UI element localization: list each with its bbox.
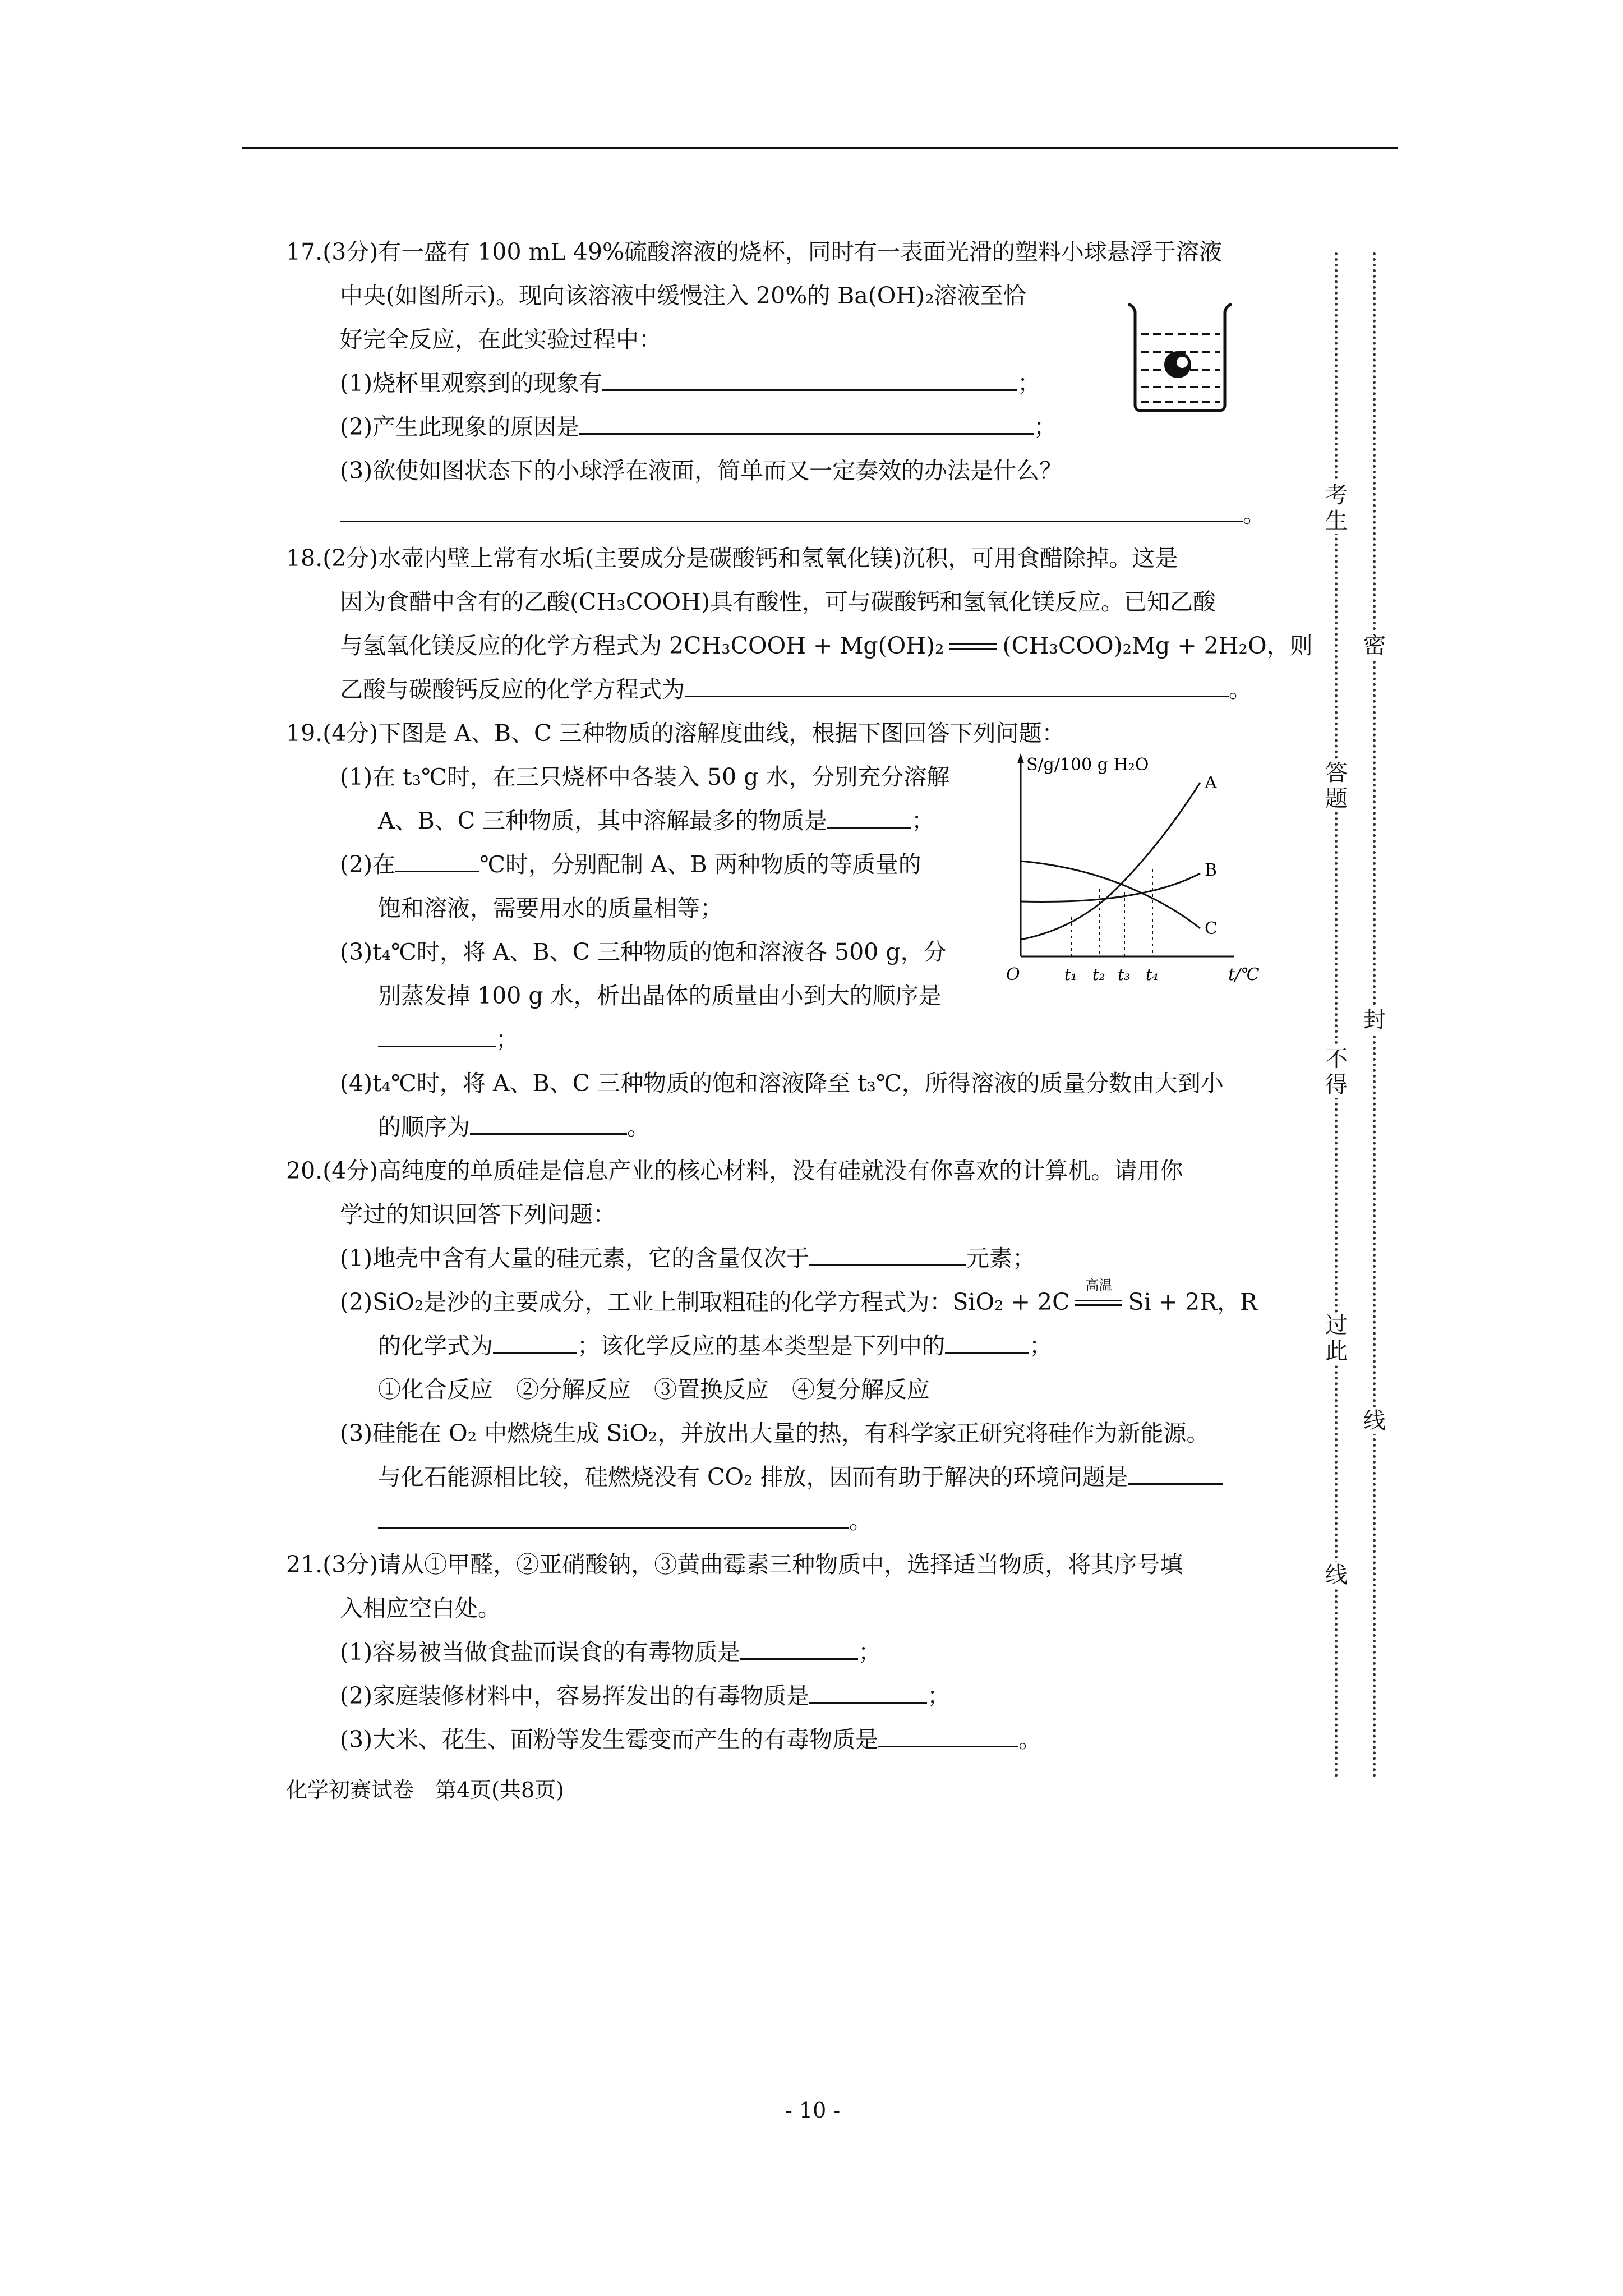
page-number: - 10 - bbox=[785, 2098, 841, 2123]
q19-sub2: (2)在 ℃时，分别配制 A、B 两种物质的等质量的 bbox=[286, 843, 1290, 886]
q18-line: 因为食醋中含有的乙酸(CH₃COOH)具有酸性，可与碳酸钙和氢氧化镁反应。已知乙酸 bbox=[340, 588, 1216, 615]
q21-line: 21.(3分)请从①甲醛，②亚硝酸钠，③黄曲霉素三种物质中，选择适当物质，将其序号填 bbox=[286, 1551, 1183, 1578]
q20-sub1: (1)地壳中含有大量的硅元素，它的含量仅次于 元素； bbox=[286, 1236, 1290, 1280]
graph-origin: O bbox=[1006, 965, 1020, 984]
answer-blank[interactable] bbox=[395, 844, 479, 872]
answer-blank[interactable] bbox=[809, 1237, 966, 1266]
curve-label-a: A bbox=[1205, 773, 1217, 793]
margin-label-xian: 线 bbox=[1362, 1408, 1387, 1434]
reaction-condition: 高温 bbox=[1075, 1299, 1122, 1310]
q17-line: 中央(如图所示)。现向该溶液中缓慢注入 20%的 Ba(OH)₂溶液至恰 bbox=[340, 282, 1026, 309]
exam-body bbox=[286, 230, 1313, 1761]
q19-sub4: (4)t₄℃时，将 A、B、C 三种物质的饱和溶液降至 t₃℃，所得溶液的质量分数由大到小 bbox=[340, 1070, 1224, 1097]
answer-blank[interactable] bbox=[1128, 1456, 1223, 1485]
margin-label-bude: 不得 bbox=[1324, 1046, 1349, 1098]
q17-sub1: (1)烧杯里观察到的现象有 ； bbox=[286, 361, 1290, 405]
equals-sign bbox=[949, 642, 997, 654]
q17-answer-line: 。 bbox=[286, 493, 1290, 536]
binding-dotted-line-inner bbox=[1335, 252, 1338, 1778]
q17-sub3: (3)欲使如图状态下的小球浮在液面，简单而又一定奏效的办法是什么？ bbox=[340, 457, 1063, 484]
q17-line: 好完全反应，在此实验过程中： bbox=[340, 326, 662, 353]
q17-line: 17.(3分)有一盛有 100 mL 49%硫酸溶液的烧杯，同时有一表面光滑的塑料小球悬浮于溶液 bbox=[286, 238, 1222, 265]
answer-blank[interactable] bbox=[579, 406, 1034, 435]
q18-line: 18.(2分)水壶内壁上常有水垢(主要成分是碳酸钙和氢氧化镁)沉积，可用食醋除掉。这是 bbox=[286, 545, 1178, 572]
answer-blank[interactable] bbox=[378, 1500, 849, 1529]
q19-sub1: (1)在 t₃℃时，在三只烧杯中各装入 50 g 水，分别充分溶解 bbox=[340, 763, 950, 790]
answer-blank[interactable] bbox=[340, 494, 1243, 522]
q19-sub3: 别蒸发掉 100 g 水，析出晶体的质量由小到大的顺序是 bbox=[378, 982, 942, 1009]
answer-blank[interactable] bbox=[809, 1675, 927, 1704]
answer-blank[interactable] bbox=[878, 1719, 1018, 1747]
q19-line: 19.(4分)下图是 A、B、C 三种物质的溶解度曲线，根据下图回答下列问题： bbox=[286, 720, 1065, 747]
answer-blank[interactable] bbox=[378, 1019, 496, 1047]
q21-sub3: (3)大米、花生、面粉等发生霉变而产生的有毒物质是 。 bbox=[286, 1718, 1290, 1761]
curve-label-c: C bbox=[1205, 919, 1218, 938]
q19-sub2: 饱和溶液，需要用水的质量相等； bbox=[378, 895, 723, 922]
q18-equation-line: 与氢氧化镁反应的化学方程式为 2CH₃COOH + Mg(OH)₂ (CH₃COO)₂Mg + 2H₂O，则 bbox=[340, 632, 1313, 659]
q19-sub3: (3)t₄℃时，将 A、B、C 三种物质的饱和溶液各 500 g，分 bbox=[340, 938, 947, 965]
page-footer: 化学初赛试卷 第4页(共8页) bbox=[286, 1778, 565, 1802]
margin-label-xian: 线 bbox=[1324, 1562, 1349, 1588]
q21-sub1: (1)容易被当做食盐而误食的有毒物质是 ； bbox=[286, 1630, 1290, 1674]
answer-blank[interactable] bbox=[470, 1106, 627, 1135]
header-rule bbox=[242, 147, 1398, 149]
margin-label-guoci: 过此 bbox=[1324, 1313, 1349, 1364]
q20-line: 学过的知识回答下列问题： bbox=[340, 1201, 616, 1228]
tick-t4: t₄ bbox=[1146, 965, 1159, 984]
q21-line: 入相应空白处。 bbox=[340, 1595, 501, 1622]
tick-t3: t₃ bbox=[1118, 965, 1131, 984]
q21-sub2: (2)家庭装修材料中，容易挥发出的有毒物质是 ； bbox=[286, 1674, 1290, 1718]
answer-blank[interactable] bbox=[493, 1325, 577, 1354]
answer-blank[interactable] bbox=[685, 669, 1229, 697]
answer-blank[interactable] bbox=[945, 1325, 1029, 1354]
q17-sub2: (2)产生此现象的原因是 ； bbox=[286, 405, 1290, 449]
answer-blank[interactable] bbox=[827, 800, 911, 829]
q20-sub3-answer: 。 bbox=[286, 1499, 1290, 1543]
q19-sub1: A、B、C 三种物质，其中溶解最多的物质是 ； bbox=[286, 799, 1290, 843]
q20-sub3: 与化石能源相比较，硅燃烧没有 CO₂ 排放，因而有助于解决的环境问题是 bbox=[286, 1455, 1290, 1499]
margin-label-mi: 密 bbox=[1362, 633, 1387, 659]
answer-blank[interactable] bbox=[602, 362, 1017, 391]
q20-options: ①化合反应 ②分解反应 ③置换反应 ④复分解反应 bbox=[378, 1376, 930, 1403]
graph-y-label: S/g/100 g H₂O bbox=[1026, 755, 1149, 775]
answer-blank[interactable] bbox=[740, 1631, 858, 1660]
tick-t1: t₁ bbox=[1064, 965, 1077, 984]
q19-sub3-answer: ； bbox=[286, 1018, 1290, 1061]
q20-sub2: (2)SiO₂是沙的主要成分，工业上制取粗硅的化学方程式为：SiO₂ + 2C 高温 Si + 2R，R bbox=[340, 1277, 1257, 1315]
margin-label-dati: 答题 bbox=[1324, 760, 1349, 812]
margin-label-kaosheng: 考生 bbox=[1324, 482, 1349, 534]
q20-sub3: (3)硅能在 O₂ 中燃烧生成 SiO₂，并放出大量的热，有科学家正研究将硅作为新能源。 bbox=[340, 1420, 1210, 1447]
margin-label-feng: 封 bbox=[1362, 1007, 1387, 1033]
graph-x-label: t/℃ bbox=[1228, 965, 1260, 984]
q18-answer-line: 乙酸与碳酸钙反应的化学方程式为 。 bbox=[286, 668, 1290, 711]
q20-sub2: 的化学式为 ；该化学反应的基本类型是下列中的 ； bbox=[286, 1324, 1290, 1368]
q20-line: 20.(4分)高纯度的单质硅是信息产业的核心材料，没有硅就没有你喜欢的计算机。请用你 bbox=[286, 1157, 1183, 1184]
q19-sub4: 的顺序为 。 bbox=[286, 1105, 1290, 1149]
curve-label-b: B bbox=[1205, 861, 1218, 880]
tick-t2: t₂ bbox=[1092, 965, 1105, 984]
